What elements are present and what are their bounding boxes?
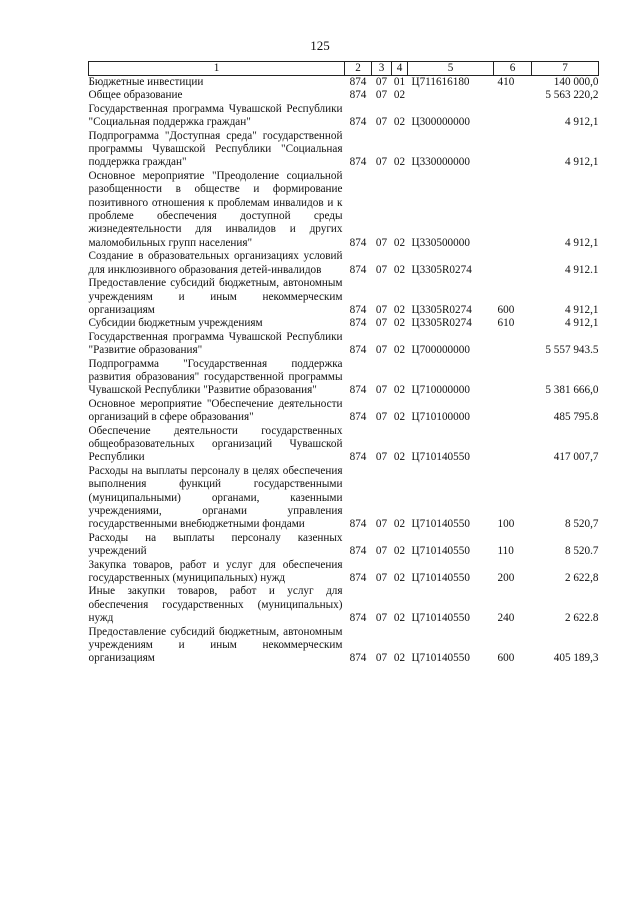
row-ministry-code: 874	[349, 612, 367, 625]
row-subsection: 02	[393, 263, 406, 276]
row-target-article: Ц710140550	[411, 572, 470, 585]
row-name: Субсидии бюджетным учреждениям	[88, 317, 263, 330]
row-expense-type	[494, 130, 532, 170]
row-ministry-code: 874	[349, 545, 367, 558]
table-row	[89, 317, 599, 330]
row-target-article: Ц330000000	[411, 156, 470, 169]
row-amount: 405 189,3	[553, 652, 599, 665]
row-subsection: 01	[393, 76, 406, 88]
row-expense-type	[494, 398, 532, 425]
row-target-article: Ц710100000	[411, 411, 470, 424]
row-ministry-code: 874	[349, 518, 367, 531]
row-ministry-code: 874	[349, 89, 367, 102]
row-expense-type	[494, 103, 532, 130]
row-section: 07	[375, 263, 388, 276]
row-name: Государственная программа Чувашской Республики "Развитие образования"	[88, 330, 343, 357]
row-amount: 8 520.7	[564, 545, 599, 558]
row-subsection: 02	[393, 156, 406, 169]
budget-table	[88, 61, 599, 666]
row-ministry-code: 874	[349, 116, 367, 129]
table-row	[89, 585, 599, 625]
row-section: 07	[375, 89, 388, 102]
row-amount: 485 795.8	[553, 411, 599, 424]
row-section: 07	[375, 612, 388, 625]
row-section: 07	[375, 76, 388, 88]
row-section: 07	[375, 518, 388, 531]
row-name: Общее образование	[88, 89, 183, 102]
row-target-article: Ц3305R0274	[411, 263, 472, 276]
table-row	[89, 465, 599, 532]
header-col-1: 1	[89, 62, 345, 76]
row-target-article: Ц710140550	[411, 518, 470, 531]
row-amount: 2 622.8	[564, 612, 599, 625]
row-target-article: Ц700000000	[411, 344, 470, 357]
table-header	[89, 62, 599, 76]
row-amount: 4 912,1	[564, 116, 599, 129]
row-name: Расходы на выплаты персоналу казенных учреждений	[88, 531, 343, 558]
table-row	[89, 130, 599, 170]
row-name: Предоставление субсидий бюджетным, автономным учреждениям и иным некоммерческим организациям	[88, 625, 343, 665]
row-ministry-code: 874	[349, 236, 367, 249]
row-name: Подпрограмма "Государственная поддержка развития образования" государственной программы Чувашской Республики "Развитие образования"	[88, 357, 343, 397]
row-subsection: 02	[393, 411, 406, 424]
table-row	[89, 626, 599, 666]
row-subsection: 02	[393, 317, 406, 330]
row-subsection: 02	[393, 652, 406, 665]
row-expense-type	[494, 89, 532, 102]
table-row	[89, 277, 599, 317]
row-subsection: 02	[393, 612, 406, 625]
header-col-6: 6	[494, 62, 532, 76]
row-amount: 4 912.1	[564, 263, 599, 276]
header-col-3: 3	[372, 62, 392, 76]
row-target-article: Ц710140550	[411, 612, 470, 625]
row-expense-type: 110	[497, 545, 514, 558]
row-name: Подпрограмма "Доступная среда" государственной программы Чувашской Республики "Социальная поддержка граждан"	[88, 129, 343, 169]
row-section: 07	[375, 451, 388, 464]
row-target-article: Ц711616180	[411, 76, 470, 88]
row-target-article	[408, 89, 494, 102]
row-name: Предоставление субсидий бюджетным, автономным учреждениям и иным некоммерческим организациям	[88, 277, 343, 316]
row-subsection: 02	[393, 384, 406, 397]
row-target-article: Ц3305R0274	[411, 317, 472, 330]
row-subsection: 02	[393, 545, 406, 558]
row-amount: 4 912,1	[564, 317, 599, 330]
row-expense-type: 610	[497, 317, 515, 330]
row-section: 07	[375, 572, 388, 585]
row-expense-type: 410	[497, 76, 515, 88]
row-name: Основное мероприятие "Обеспечение деятельности организаций в сфере образования"	[88, 397, 343, 424]
row-ministry-code: 874	[349, 156, 367, 169]
row-ministry-code: 874	[349, 411, 367, 424]
header-col-7: 7	[532, 62, 599, 76]
row-expense-type: 100	[497, 518, 515, 531]
row-amount: 140 000,0	[553, 76, 599, 88]
header-row	[89, 62, 599, 76]
row-target-article: Ц710000000	[411, 384, 470, 397]
row-name: Обеспечение деятельности государственных общеобразовательных организаций Чувашской Республики	[88, 424, 343, 464]
row-expense-type	[494, 358, 532, 398]
row-expense-type	[494, 425, 532, 465]
row-expense-type: 240	[497, 612, 515, 625]
table-row	[89, 532, 599, 559]
row-expense-type	[494, 331, 532, 358]
table-row	[89, 398, 599, 425]
row-ministry-code: 874	[349, 572, 367, 585]
row-target-article: Ц3305R0274	[411, 303, 472, 316]
row-section: 07	[375, 411, 388, 424]
row-amount: 5 381 666,0	[545, 384, 599, 397]
row-subsection: 02	[393, 518, 406, 531]
row-name: Закупка товаров, работ и услуг для обеспечения государственных (муниципальных) нужд	[88, 558, 343, 585]
row-expense-type	[494, 250, 532, 277]
row-ministry-code: 874	[349, 652, 367, 665]
header-col-5: 5	[408, 62, 494, 76]
table-row	[89, 76, 599, 90]
row-amount: 417 007,7	[553, 451, 599, 464]
row-name: Создание в образовательных организациях условий для инклюзивного образования детей-инвалидов	[88, 250, 343, 276]
row-subsection: 02	[393, 236, 406, 249]
row-name: Основное мероприятие "Преодоление социальной разобщенности в обществе и формирование позитивного отношения к проблемам инвалидов и к проблеме обеспечения доступной среды жизнедеятельности для инвалидов и других маломобильных групп населения"	[88, 169, 343, 249]
table-row	[89, 331, 599, 358]
row-section: 07	[375, 317, 388, 330]
row-section: 07	[375, 545, 388, 558]
row-ministry-code: 874	[349, 384, 367, 397]
row-ministry-code: 874	[349, 344, 367, 357]
row-ministry-code: 874	[349, 303, 367, 316]
row-ministry-code: 874	[349, 451, 367, 464]
row-subsection: 02	[393, 89, 406, 102]
row-name: Расходы на выплаты персоналу в целях обеспечения выполнения функций государственными (муниципальными) органами, казенными учреждениями, органами управления государственными внебюджетными фондами	[88, 464, 343, 531]
table-row	[89, 89, 599, 102]
row-ministry-code: 874	[349, 76, 367, 88]
row-name: Бюджетные инвестиции	[88, 76, 204, 88]
row-ministry-code: 874	[349, 317, 367, 330]
row-subsection: 02	[393, 116, 406, 129]
row-amount: 4 912,1	[564, 236, 599, 249]
row-section: 07	[375, 344, 388, 357]
row-subsection: 02	[393, 344, 406, 357]
row-section: 07	[375, 156, 388, 169]
table-row	[89, 559, 599, 586]
table-row	[89, 358, 599, 398]
table-row	[89, 170, 599, 250]
header-col-4: 4	[392, 62, 408, 76]
page-number: 125	[310, 38, 330, 53]
header-col-2: 2	[345, 62, 372, 76]
row-section: 07	[375, 116, 388, 129]
row-section: 07	[375, 384, 388, 397]
row-target-article: Ц300000000	[411, 116, 470, 129]
table-body	[89, 76, 599, 666]
table-row	[89, 425, 599, 465]
row-expense-type: 600	[497, 652, 515, 665]
row-section: 07	[375, 652, 388, 665]
row-ministry-code: 874	[349, 263, 367, 276]
row-subsection: 02	[393, 451, 406, 464]
row-amount: 5 557 943.5	[545, 344, 599, 357]
row-subsection: 02	[393, 303, 406, 316]
row-name: Иные закупки товаров, работ и услуг для обеспечения государственных (муниципальных) нужд	[88, 585, 343, 625]
row-expense-type: 200	[497, 572, 515, 585]
table-row	[89, 250, 599, 277]
row-expense-type	[494, 170, 532, 250]
row-target-article: Ц330500000	[411, 236, 470, 249]
row-section: 07	[375, 303, 388, 316]
row-target-article: Ц710140550	[411, 545, 470, 558]
row-section: 07	[375, 236, 388, 249]
row-amount: 2 622,8	[564, 572, 599, 585]
row-amount: 4 912,1	[564, 303, 599, 316]
row-amount: 4 912,1	[564, 156, 599, 169]
row-target-article: Ц710140550	[411, 652, 470, 665]
row-subsection: 02	[393, 572, 406, 585]
row-amount: 5 563 220,2	[545, 89, 599, 102]
table-row	[89, 103, 599, 130]
row-expense-type: 600	[497, 303, 515, 316]
row-amount: 8 520,7	[564, 518, 599, 531]
row-name: Государственная программа Чувашской Республики "Социальная поддержка граждан"	[88, 102, 343, 129]
row-target-article: Ц710140550	[411, 451, 470, 464]
